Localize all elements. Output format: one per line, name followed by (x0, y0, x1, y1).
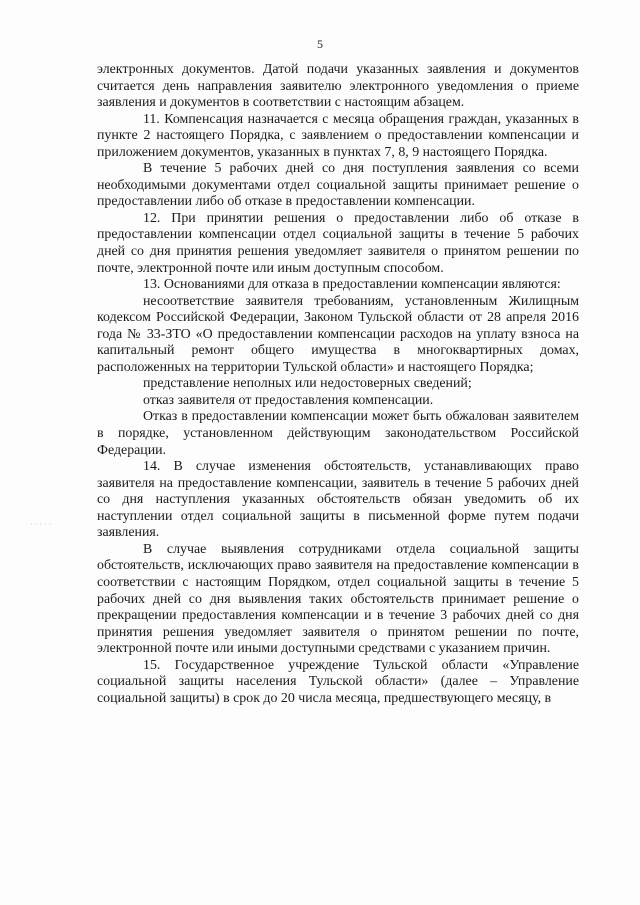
paragraph-11-decision: В течение 5 рабочих дней со дня поступления заявления со всеми необходимыми документами отдел социальной защиты принимает решение о предоставлении либо об отказе в предоставлении компенсации. (97, 161, 579, 210)
paragraph-13-appeal: Отказ в предоставлении компенсации может быть обжалован заявителем в порядке, установленном действующим законодательством Российской Федерации. (97, 409, 579, 458)
paragraph-13: 13. Основаниями для отказа в предоставлении компенсации являются: (143, 277, 561, 293)
paragraph-15: 15. Государственное учреждение Тульской области «Управление социальной защиты населения Тульской области» (далее – Управление социальной защиты) в срок до 20 числа месяца, предшествующего месяцу, в (97, 657, 579, 706)
paragraph-12: 12. При принятии решения о предоставлении либо об отказе в предоставлении компенсации отдел социальной защиты в течение 5 рабочих дней со дня принятия решения уведомляет заявителя о принятом решении по почте, электронной почте или иным доступным способом. (97, 210, 579, 276)
paragraph-14-termination: В случае выявления сотрудниками отдела социальной защиты обстоятельств, исключающих право заявителя на предоставление компенсации в соответствии с настоящим Порядком, отдел социальной защиты в течение 5 рабочих дней со дня выявления таких обстоятельств принимает решение о прекращении предоставления компенсации и в течение 3 рабочих дней со дня принятия решения уведомляет заявителя о принятом решении по почте, электронной почте или иными доступными средствами с указанием причин. (97, 541, 579, 657)
scan-artifact: · · · · · (30, 520, 52, 529)
page-number: 5 (317, 37, 323, 51)
paragraph-11: 11. Компенсация назначается с месяца обращения граждан, указанных в пункте 2 настоящего Порядка, с заявлением о предоставлении компенсации и приложением документов, указанных в пунктах 7, 8, 9 настоящего Порядка. (97, 111, 579, 160)
paragraph-14: 14. В случае изменения обстоятельств, устанавливающих право заявителя на предоставление компенсации, заявитель в течение 5 рабочих дней со дня наступления указанных обстоятельств обязан уведомить об их наступлении отдел социальной защиты в письменной форме путем подачи заявления. (97, 459, 579, 541)
document-body (97, 62, 579, 707)
paragraph-13-item-1: несоответствие заявителя требованиям, установленным Жилищным кодексом Российской Федерации, Законом Тульской области от 28 апреля 2016 года № 33-ЗТО «О предоставлении компенсации расходов на уплату взноса на капитальный ремонт общего имущества в многоквартирных домах, расположенных на территории Тульской области» и настоящего Порядка; (97, 293, 579, 375)
paragraph-continuation: электронных документов. Датой подачи указанных заявления и документов считается день направления заявителю электронного уведомления о приеме заявления и документов в соответствии с настоящим абзацем. (97, 62, 579, 111)
paragraph-13-item-2: представление неполных или недостоверных сведений; (143, 376, 472, 392)
paragraph-13-item-3: отказ заявителя от предоставления компенсации. (143, 392, 434, 408)
